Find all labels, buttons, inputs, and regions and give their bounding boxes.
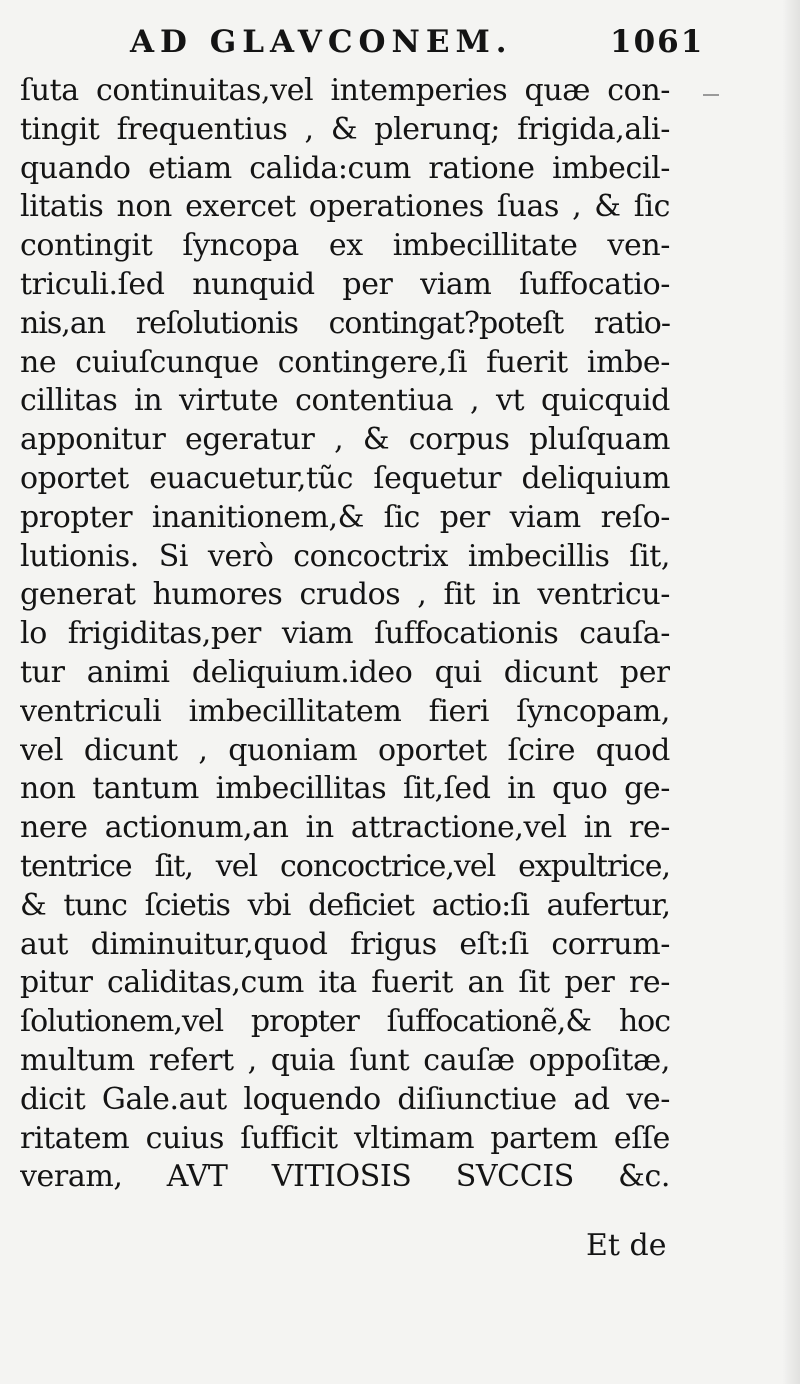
text-line: tur animi deliquium.ideo qui dicunt per bbox=[20, 654, 670, 690]
text-line: lo frigiditas,per viam ſuffocationis cauſa- bbox=[20, 616, 670, 652]
text-line: tingit frequentius , & plerunq; frigida,ali- bbox=[20, 111, 670, 147]
page-number: 1061 bbox=[610, 24, 705, 60]
text-line: tentrice ſit, vel concoctrice,vel expultrice, bbox=[20, 848, 670, 884]
text-line: generat humores crudos , fit in ventricu- bbox=[20, 577, 670, 613]
text-line: ſolutionem,vel propter ſuffocationẽ,& hoc bbox=[20, 1004, 670, 1040]
text-line: lutionis. Si verò concoctrix imbecillis ſit, bbox=[20, 538, 670, 574]
text-line: litatis non exercet operationes ſuas , & ſic bbox=[20, 189, 670, 225]
body-text bbox=[20, 72, 670, 1197]
text-line: nere actionum,an in attractione,vel in re- bbox=[20, 810, 670, 846]
running-head: AD GLAVCONEM. bbox=[130, 24, 513, 60]
text-line: ne cuiuſcunque contingere,ſi fuerit imbe- bbox=[20, 344, 670, 380]
catchword: Et de bbox=[586, 1228, 667, 1263]
text-line: dicit Gale.aut loquendo diſiunctiue ad ve- bbox=[20, 1081, 670, 1117]
text-line: ritatem cuius ſufficit vltimam partem eſſe bbox=[20, 1120, 670, 1156]
text-line: contingit ſyncopa ex imbecillitate ven- bbox=[20, 228, 670, 264]
text-line: cillitas in virtute contentiua , vt quicquid bbox=[20, 383, 670, 419]
text-line: propter inanitionem,& ſic per viam reſo- bbox=[20, 499, 670, 535]
text-line: & tunc ſcietis vbi deficiet actio:ſi aufertur, bbox=[20, 887, 670, 923]
margin-mark bbox=[703, 94, 719, 96]
text-line: veram, AVT VITIOSIS SVCCIS &c. bbox=[20, 1159, 670, 1195]
text-line: vel dicunt , quoniam oportet ſcire quod bbox=[20, 732, 670, 768]
text-line: apponitur egeratur , & corpus pluſquam bbox=[20, 422, 670, 458]
text-line: non tantum imbecillitas ſit,ſed in quo ge- bbox=[20, 771, 670, 807]
text-line: ſuta continuitas,vel intemperies quæ con- bbox=[20, 73, 670, 108]
page-gutter-shadow bbox=[782, 0, 800, 1384]
text-line: ventriculi imbecillitatem fieri ſyncopam, bbox=[20, 693, 670, 729]
text-line: aut diminuitur,quod frigus eſt:ſi corrum- bbox=[20, 926, 670, 962]
text-line: oportet euacuetur,tũc ſequetur deliquium bbox=[20, 460, 670, 496]
text-line: nis,an reſolutionis contingat?poteſt ratio- bbox=[20, 305, 670, 341]
text-line: quando etiam calida:cum ratione imbecil- bbox=[20, 150, 670, 186]
text-line: multum refert , quia ſunt cauſæ oppoſitæ, bbox=[20, 1042, 670, 1078]
text-line: triculi.ſed nunquid per viam ſuffocatio- bbox=[20, 266, 670, 302]
text-line: pitur caliditas,cum ita fuerit an ſit per re- bbox=[20, 965, 670, 1001]
